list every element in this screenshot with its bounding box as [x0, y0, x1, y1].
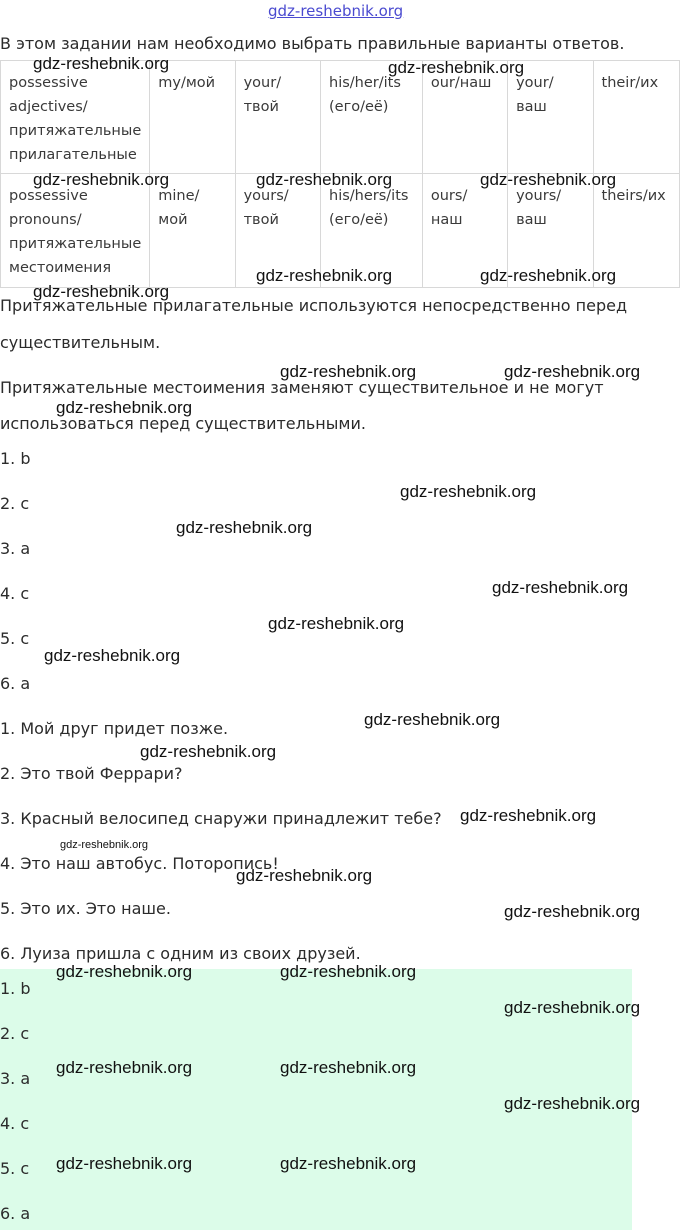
watermark: gdz-reshebnik.org: [176, 518, 313, 537]
answer-item: 5. c: [0, 629, 30, 648]
translation-item: 1. Мой друг придет позже.: [0, 719, 229, 738]
watermark: gdz-reshebnik.org: [504, 902, 641, 921]
watermark: gdz-reshebnik.org: [33, 170, 170, 189]
site-link[interactable]: gdz-reshebnik.org: [268, 2, 404, 20]
table-cell: mine/ мой: [150, 174, 235, 288]
translation-item: 4. Это наш автобус. Поторопись!: [0, 854, 279, 873]
answer-item: 4. c: [0, 584, 30, 603]
translation-item: 2. Это твой Феррари?: [0, 764, 183, 783]
table-row-adjectives: [1, 61, 680, 174]
translation-item: 6. Луиза пришла с одним из своих друзей.: [0, 944, 361, 963]
table-cell: your/ твой: [235, 61, 320, 174]
answer-item: 1. b: [0, 449, 31, 468]
watermark: gdz-reshebnik.org: [480, 170, 617, 189]
watermark: gdz-reshebnik.org: [492, 578, 629, 597]
final-answer-item: 2. c: [0, 1024, 30, 1043]
watermark: gdz-reshebnik.org: [280, 1058, 417, 1077]
table-cell: his/hers/its (его/её): [321, 174, 423, 288]
final-answer-item: 1. b: [0, 979, 31, 998]
answer-item: 2. c: [0, 494, 30, 513]
watermark: gdz-reshebnik.org: [33, 282, 170, 301]
table-row-header: possessive pronouns/ притяжательные местоимения: [1, 174, 150, 288]
rule-adjectives: Притяжательные прилагательные используются непосредственно перед: [0, 296, 628, 315]
watermark: gdz-reshebnik.org: [56, 398, 193, 417]
answer-item: 3. a: [0, 539, 31, 558]
watermark: gdz-reshebnik.org: [400, 482, 537, 501]
watermark: gdz-reshebnik.org: [236, 866, 373, 885]
watermark: gdz-reshebnik.org: [280, 362, 417, 381]
watermark: gdz-reshebnik.org: [44, 646, 181, 665]
watermark: gdz-reshebnik.org: [460, 806, 597, 825]
table-cell: yours/ твой: [235, 174, 320, 288]
table-cell: your/ ваш: [508, 61, 593, 174]
table-cell: their/их: [593, 61, 679, 174]
intro-text: В этом задании нам необходимо выбрать правильные варианты ответов.: [0, 34, 625, 53]
watermark: gdz-reshebnik.org: [56, 962, 193, 981]
answer-item: 6. a: [0, 674, 31, 693]
watermark: gdz-reshebnik.org: [280, 1154, 417, 1173]
watermark: gdz-reshebnik.org: [504, 1094, 641, 1113]
watermark: gdz-reshebnik.org: [504, 362, 641, 381]
rule-pronouns: Притяжательные местоимения заменяют существительное и не могут: [0, 378, 604, 397]
translation-item: 3. Красный велосипед снаружи принадлежит тебе?: [0, 809, 442, 828]
watermark: gdz-reshebnik.org: [56, 1154, 193, 1173]
watermark: gdz-reshebnik.org: [268, 614, 405, 633]
watermark: gdz-reshebnik.org: [256, 170, 393, 189]
watermark: gdz-reshebnik.org: [56, 1058, 193, 1077]
watermark: gdz-reshebnik.org: [480, 266, 617, 285]
final-answer-item: 4. c: [0, 1114, 30, 1133]
watermark: gdz-reshebnik.org: [388, 58, 525, 77]
rule-pronouns-cont: использоваться перед существительными.: [0, 414, 366, 433]
watermark: gdz-reshebnik.org: [364, 710, 501, 729]
table-cell: our/наш: [422, 61, 507, 174]
final-answer-item: 5. c: [0, 1159, 30, 1178]
table-cell: theirs/их: [593, 174, 679, 288]
final-answer-item: 6. a: [0, 1204, 31, 1223]
table-cell: yours/ ваш: [508, 174, 593, 288]
watermark: gdz-reshebnik.org: [280, 962, 417, 981]
table-row-header: possessive adjectives/ притяжательные прилагательные: [1, 61, 150, 174]
table-cell: my/мой: [150, 61, 235, 174]
watermark: gdz-reshebnik.org: [140, 742, 277, 761]
table-cell: his/her/its (его/её): [321, 61, 423, 174]
table-cell: ours/ наш: [422, 174, 507, 288]
watermark: gdz-reshebnik.org: [256, 266, 393, 285]
rule-adjectives-cont: существительным.: [0, 333, 161, 352]
watermark: gdz-reshebnik.org: [504, 998, 641, 1017]
watermark: gdz-reshebnik.org: [60, 839, 149, 851]
watermark: gdz-reshebnik.org: [33, 54, 170, 73]
translation-item: 5. Это их. Это наше.: [0, 899, 171, 918]
final-answer-item: 3. a: [0, 1069, 31, 1088]
